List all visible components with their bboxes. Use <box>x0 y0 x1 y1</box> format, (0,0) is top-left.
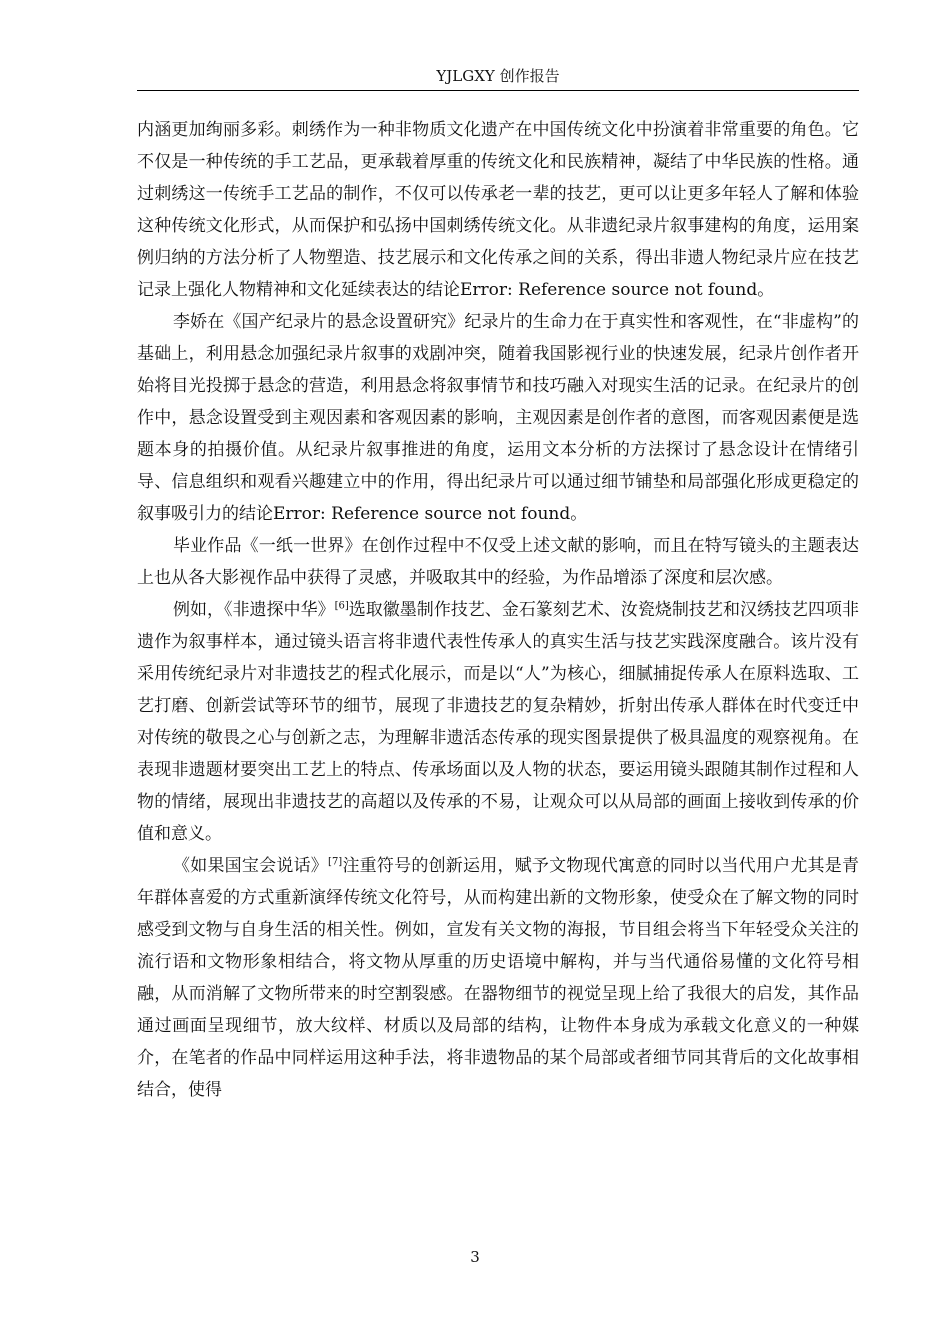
citation-7: [7] <box>328 856 343 868</box>
page-number: 3 <box>470 1248 480 1266</box>
paragraph-5-rest: 注重符号的创新运用，赋予文物现代寓意的同时以当代用户尤其是青年群体喜爱的方式重新演绎传统文化符号，从而构建出新的文物形象，使受众在了解文物的同时感受到文物与自身生活的相关性。例如，宣发有关文物的海报，节目组会将当下年轻受众关注的流行语和文物形象相结合，将文物从厚重的历史语境中解构，并与当代通俗易懂的文化符号相融，从而消解了文物所带来的时空割裂感。在器物细节的视觉呈现上给了我很大的启发，其作品通过画面呈现细节，放大纹样、材质以及局部的结构，让物件本身成为承载文化意义的一种媒介，在笔者的作品中同样运用这种手法，将非遗物品的某个局部或者细节同其背后的文化故事相结合，使得 <box>137 856 860 1100</box>
paragraph-5-lead: 《如果国宝会说话》 <box>173 856 329 876</box>
citation-6: [6] <box>334 600 349 612</box>
paragraph-3: 毕业作品《一纸一世界》在创作过程中不仅受上述文献的影响，而且在特写镜头的主题表达上也从各大影视作品中获得了灵感，并吸取其中的经验，为作品增添了深度和层次感。 <box>137 536 859 588</box>
header-divider <box>137 90 859 91</box>
paragraph-4 <box>137 594 859 850</box>
paragraph-1: 内涵更加绚丽多彩。刺绣作为一种非物质文化遗产在中国传统文化中扮演着非常重要的角色。它不仅是一种传统的手工艺品，更承载着厚重的传统文化和民族精神，凝结了中华民族的性格。通过刺绣这一传统手工艺品的制作，不仅可以传承老一辈的技艺，更可以让更多年轻人了解和体验这种传统文化形式，从而保护和弘扬中国刺绣传统文化。从非遗纪录片叙事建构的角度，运用案例归纳的方法分析了人物塑造、技艺展示和文化传承之间的关系，得出非遗人物纪录片应在技艺记录上强化人物精神和文化延续表达的结论Error: Reference source not found。 <box>137 120 859 300</box>
paragraph-4-lead: 例如，《非遗探中华》 <box>173 600 335 620</box>
running-header: YJLGXY 创作报告 <box>436 67 560 85</box>
paragraph-4-rest: 选取徽墨制作技艺、金石篆刻艺术、汝瓷烧制技艺和汉绣技艺四项非遗作为叙事样本，通过镜头语言将非遗代表性传承人的真实生活与技艺实践深度融合。该片没有采用传统纪录片对非遗技艺的程式化展示，而是以“人”为核心，细腻捕捉传承人在原料选取、工艺打磨、创新尝试等环节的细节，展现了非遗技艺的复杂精妙，折射出传承人群体在时代变迁中对传统的敬畏之心与创新之志，为理解非遗活态传承的现实图景提供了极具温度的观察视角。在表现非遗题材要突出工艺上的特点、传承场面以及人物的状态，要运用镜头跟随其制作过程和人物的情绪，展现出非遗技艺的高超以及传承的不易，让观众可以从局部的画面上接收到传承的价值和意义。 <box>137 600 860 844</box>
body-text <box>137 114 859 1106</box>
paragraph-5 <box>137 850 859 1106</box>
paragraph-2: 李娇在《国产纪录片的悬念设置研究》纪录片的生命力在于真实性和客观性，在“非虚构”的基础上，利用悬念加强纪录片叙事的戏剧冲突，随着我国影视行业的快速发展，纪录片创作者开始将目光投掷于悬念的营造，利用悬念将叙事情节和技巧融入对现实生活的记录。在纪录片的创作中，悬念设置受到主观因素和客观因素的影响，主观因素是创作者的意图，而客观因素便是选题本身的拍摄价值。从纪录片叙事推进的角度，运用文本分析的方法探讨了悬念设计在情绪引导、信息组织和观看兴趣建立中的作用，得出纪录片可以通过细节铺垫和局部强化形成更稳定的叙事吸引力的结论Error: Reference source not found。 <box>137 312 859 524</box>
